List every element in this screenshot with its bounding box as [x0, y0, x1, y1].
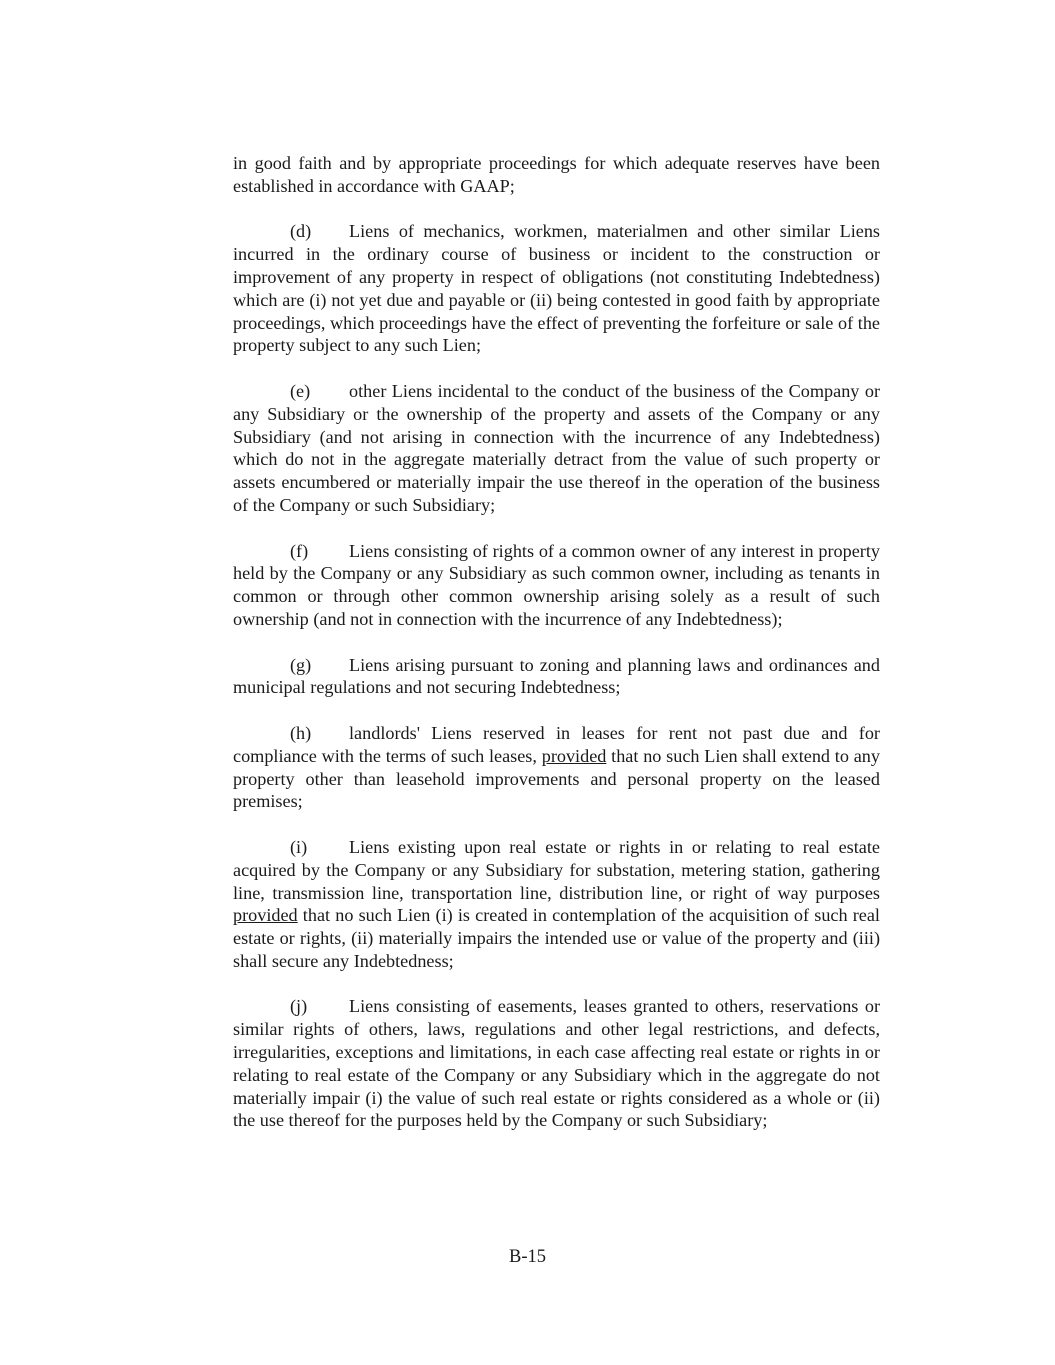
paragraph-e	[233, 380, 880, 517]
paragraph-text: Liens consisting of easements, leases granted to others, reservations or similar rights of others, laws, regulations and other legal restrictions, and defects, irregularities, exceptions and limitations, in each case affecting real estate or rights in or relating to real estate of the Company or any Subsidiary which in the aggregate do not materially impair (i) the value of such real estate or rights considered as a whole or (ii) the use thereof for the purposes held by the Company or such Subsidiary;	[233, 996, 880, 1131]
paragraph-d	[233, 220, 880, 357]
paragraph-label: (f)	[290, 540, 309, 561]
paragraph-text: Liens of mechanics, workmen, materialmen and other similar Liens incurred in the ordinary course of business or incident to the construction or improvement of any property in respect of obligations (not constituting Indebtedness) which are (i) not yet due and payable or (ii) being contested in good faith by appropriate proceedings, which proceedings have the effect of preventing the forfeiture or sale of the property subject to any such Lien;	[233, 221, 880, 356]
paragraph-text: landlords' Liens reserved in leases for rent not past due and for compliance with the terms of such leases,	[233, 722, 880, 766]
paragraph-g	[233, 654, 880, 700]
paragraph-label: (i)	[290, 836, 308, 857]
paragraph-i	[233, 836, 880, 973]
paragraph-label: (g)	[290, 654, 312, 675]
paragraph-label: (d)	[290, 221, 312, 242]
paragraph-text-after: that no such Lien shall extend to any property other than leasehold improvements and personal property on the leased premises;	[233, 745, 880, 812]
provided-emphasis: provided	[541, 745, 607, 766]
paragraph-label: (h)	[290, 722, 312, 743]
paragraph-j	[233, 995, 880, 1132]
paragraph-continuation	[233, 152, 880, 198]
paragraph-h	[233, 722, 880, 813]
paragraph-text: in good faith and by appropriate proceedings for which adequate reserves have been established in accordance with GAAP;	[233, 153, 880, 196]
paragraph-label: (e)	[290, 380, 311, 401]
paragraph-text: Liens consisting of rights of a common owner of any interest in property held by the Company or any Subsidiary as such common owner, including as tenants in common or through other common ownership arising solely as a result of such ownership (and not in connection with the incurrence of any Indebtedness);	[233, 540, 880, 629]
page-number: B-15	[509, 1247, 546, 1267]
paragraph-text-after: that no such Lien (i) is created in contemplation of the acquisition of such real estate or rights, (ii) materially impairs the intended use or value of the property and (iii) shall secure any Indebtedness;	[233, 905, 880, 971]
paragraph-text: other Liens incidental to the conduct of the business of the Company or any Subsidiary or the ownership of the property and assets of the Company or any Subsidiary (and not arising in connection with the incurrence of any Indebtedness) which do not in the aggregate materially detract from the value of such property or assets encumbered or materially impair the use thereof in the operation of the business of the Company or such Subsidiary;	[233, 380, 880, 515]
provided-emphasis: provided	[233, 905, 298, 926]
paragraph-text: Liens arising pursuant to zoning and planning laws and ordinances and municipal regulations and not securing Indebtedness;	[233, 654, 880, 698]
paragraph-text: Liens existing upon real estate or rights in or relating to real estate acquired by the Company or any Subsidiary for substation, metering station, gathering line, transmission line, transportation line, distribution line, or right of way purposes	[233, 836, 880, 903]
document-page	[233, 152, 880, 1132]
paragraph-label: (j)	[290, 996, 308, 1017]
paragraph-f	[233, 540, 880, 631]
